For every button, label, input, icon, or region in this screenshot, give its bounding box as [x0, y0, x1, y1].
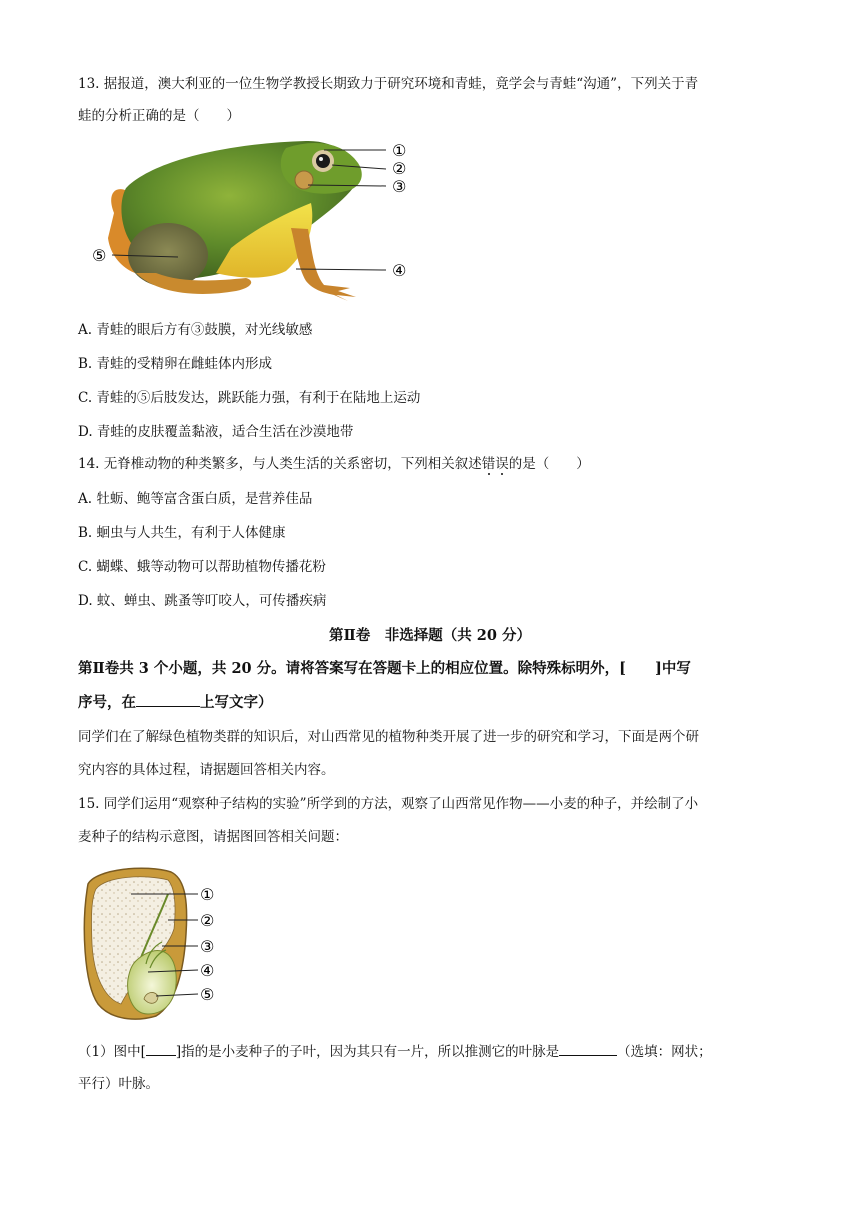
q14-option-d: D. 蚊、蝉虫、跳蚤等叮咬人，可传播疾病 [78, 593, 327, 609]
frog-label-4: ④ [392, 261, 407, 280]
answer-blank-vein[interactable] [559, 1041, 617, 1056]
section-2-instr-part-a: 序号，在 [78, 694, 136, 711]
q14-stem [78, 454, 786, 474]
section-2-instr-part-b: 上写文字） [200, 694, 273, 711]
answer-blank-bracket[interactable] [146, 1041, 176, 1056]
seed-label-2: ② [200, 911, 215, 930]
q13-stem-line-1: 13. 据报道，澳大利亚的一位生物学教授长期致力于研究环境和青蛙，竟学会与青蛙“沟通”，下列关于青 [78, 76, 699, 92]
q14-option-a: A. 牡蛎、鲍等富含蛋白质，是营养佳品 [78, 491, 313, 507]
frog-label-3: ③ [392, 177, 407, 196]
q15-sub1-part-a: （1）图中[ [78, 1044, 146, 1060]
seed-label-3: ③ [200, 937, 215, 956]
q15-stem-line-2: 麦种子的结构示意图，请据图回答相关问题： [78, 829, 348, 845]
seed-label-4: ④ [200, 961, 215, 980]
instruction-blank [136, 692, 200, 707]
section-2-intro-line-1: 同学们在了解绿色植物类群的知识后，对山西常见的植物种类开展了进一步的研究和学习，下面是两个研 [78, 729, 699, 745]
section-2-instructions-line-2 [78, 692, 786, 713]
q14-stem-emphasis-1: 错 [481, 456, 496, 472]
q14-stem-emphasis-2: 误 [495, 456, 509, 472]
seed-label-5: ⑤ [200, 985, 215, 1004]
frog-label-5: ⑤ [92, 246, 107, 265]
q15-sub1-part-c: （选填：网状； [617, 1044, 712, 1060]
q15-stem-line-1: 15. 同学们运用“观察种子结构的实验”所学到的方法，观察了山西常见作物——小麦的种子，并绘制了小 [78, 796, 699, 812]
q15-sub1-line-1 [78, 1041, 786, 1062]
frog-figure [86, 133, 416, 305]
q13-option-a: A. 青蛙的眼后方有③鼓膜，对光线敏感 [78, 322, 313, 338]
frog-label-1: ① [392, 141, 407, 160]
section-2-instructions-line-1: 第Ⅱ卷共 3 个小题，共 20 分。请将答案写在答题卡上的相应位置。除特殊标明外，[ ]中写 [78, 660, 691, 677]
seed-label-1: ① [200, 885, 215, 904]
q15-sub1-part-b: ]指的是小麦种子的子叶，因为其只有一片，所以推测它的叶脉是 [175, 1044, 560, 1060]
q13-option-c: C. 青蛙的⑤后肢发达，跳跃能力强，有利于在陆地上运动 [78, 390, 421, 406]
q14-option-c: C. 蝴蝶、蛾等动物可以帮助植物传播花粉 [78, 559, 326, 575]
q13-option-b: B. 青蛙的受精卵在雌蛙体内形成 [78, 356, 273, 372]
section-2-title: 第Ⅱ卷 非选择题（共 20 分） [329, 627, 531, 644]
wheat-seed-figure [76, 864, 226, 1024]
q13-option-d: D. 青蛙的皮肤覆盖黏液，适合生活在沙漠地带 [78, 424, 354, 440]
frog-label-2: ② [392, 159, 407, 178]
section-2-intro-line-2: 究内容的具体过程，请据题回答相关内容。 [78, 762, 335, 778]
q13-stem-line-2: 蛙的分析正确的是（ ） [78, 108, 240, 124]
q14-stem-pre: 14. 无脊椎动物的种类繁多，与人类生活的关系密切，下列相关叙述 [78, 456, 482, 472]
q14-option-b: B. 蛔虫与人共生，有利于人体健康 [78, 525, 286, 541]
q15-sub1-line-2: 平行）叶脉。 [78, 1076, 159, 1092]
q14-stem-post: 的是（ ） [508, 456, 590, 472]
